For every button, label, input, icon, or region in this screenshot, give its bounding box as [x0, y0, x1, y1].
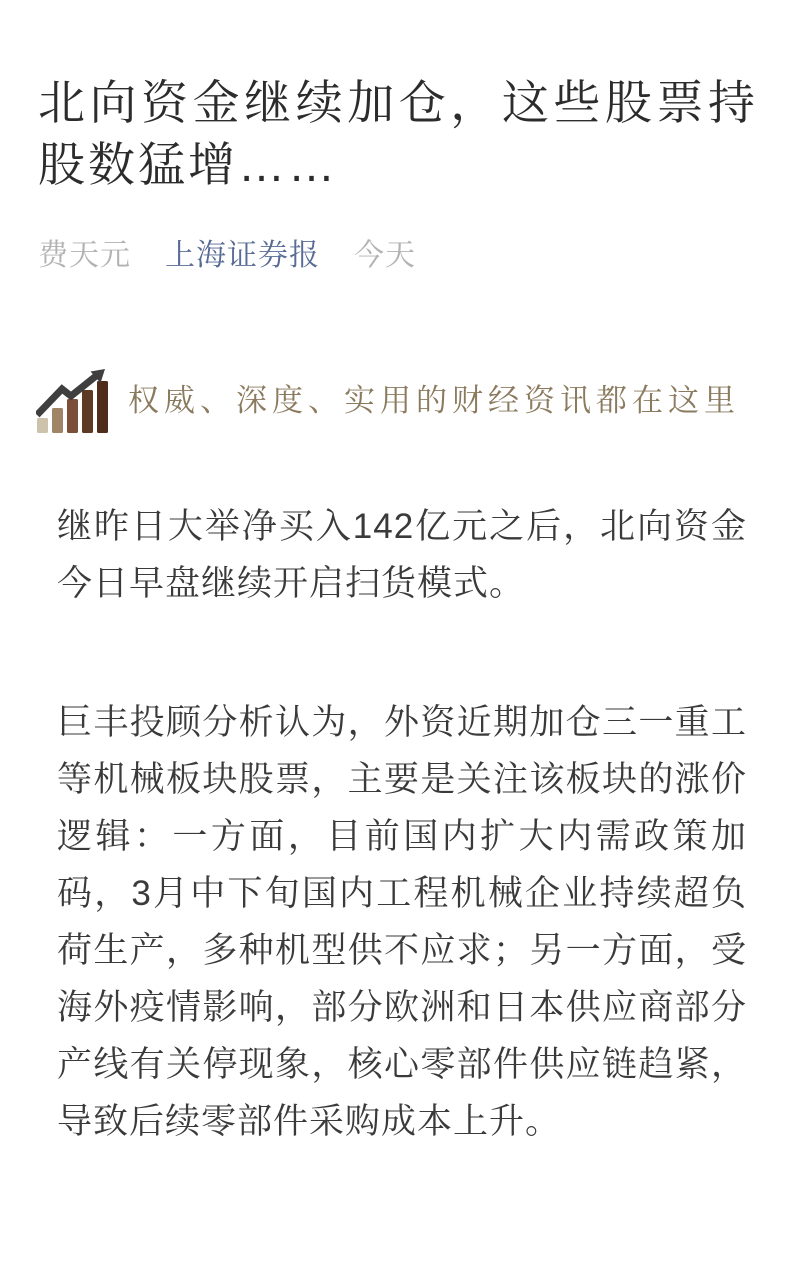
promo-banner-text: 权威、深度、实用的财经资讯都在这里	[128, 383, 740, 418]
bar-chart-rising-icon	[36, 368, 110, 434]
article-page	[0, 72, 800, 1150]
byline-author: 费天元	[38, 239, 131, 272]
byline-source-link[interactable]: 上海证券报	[165, 239, 320, 272]
article-body	[0, 498, 800, 1150]
paragraph-2: 巨丰投顾分析认为，外资近期加仓三一重工等机械板块股票，主要是关注该板块的涨价逻辑：一方面，目前国内扩大内需政策加码，3月中下旬国内工程机械企业持续超负荷生产，多种机型供不应求；另一方面，受海外疫情影响，部分欧洲和日本供应商部分产线有关停现象，核心零部件供应链趋紧，导致后续零部件采购成本上升。	[57, 703, 747, 1141]
promo-banner	[36, 368, 758, 434]
byline-date: 今天	[354, 239, 416, 272]
paragraph-1: 继昨日大举净买入142亿元之后，北向资金今日早盘继续开启扫货模式。	[57, 507, 747, 603]
byline	[38, 234, 758, 278]
article-title: 北向资金继续加仓，这些股票持股数猛增……	[38, 76, 758, 191]
